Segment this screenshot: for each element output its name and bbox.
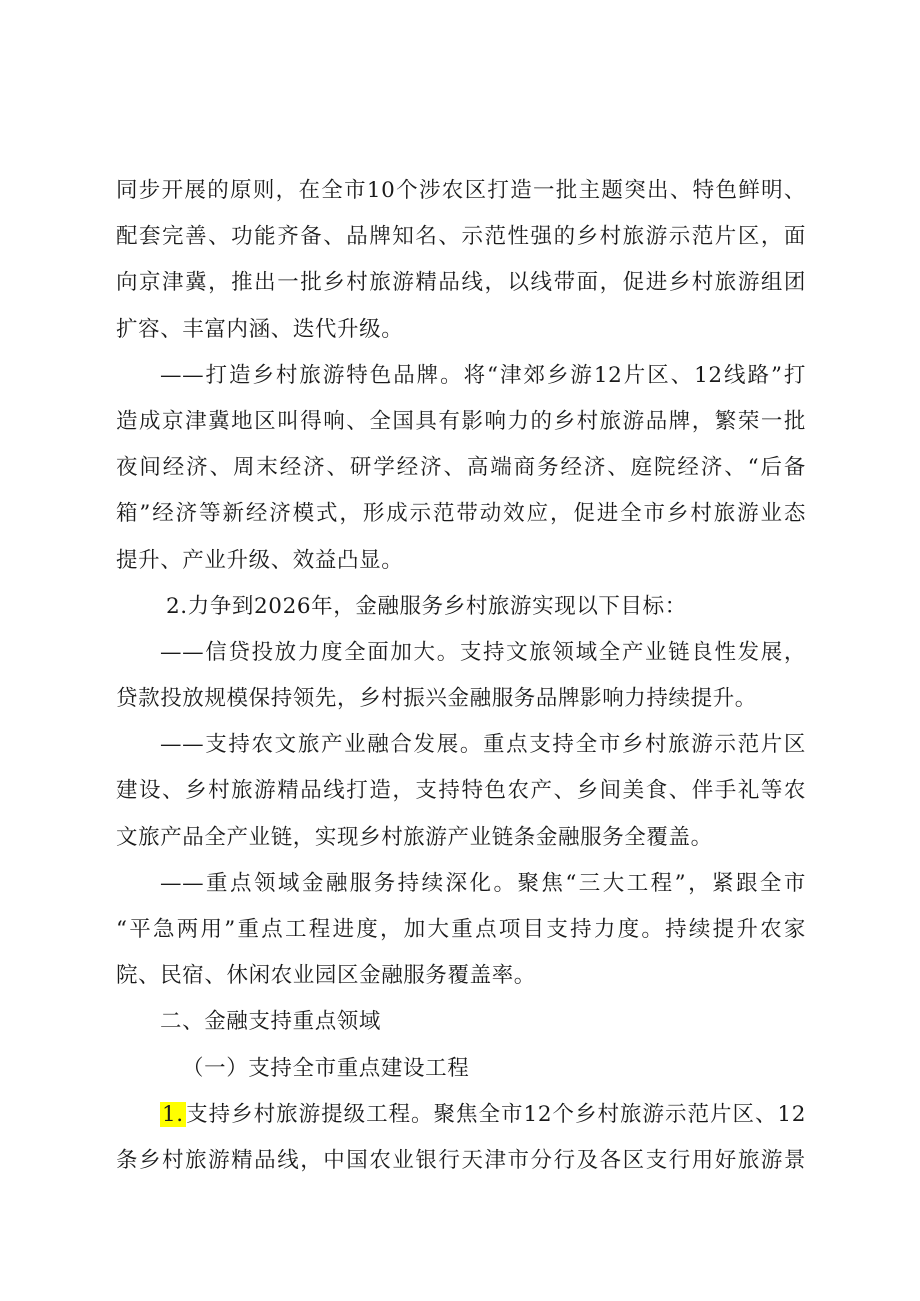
paragraph-agri-culture-tourism: ——支持农文旅产业融合发展。重点支持全市乡村旅游示范片区 [160,732,806,758]
text-line: 文旅产品全产业链，实现乡村旅游产业链条金融服务全覆盖。 [116,824,713,850]
text-line: 向京津冀，推出一批乡村旅游精品线，以线带面，促进乡村旅游组团 [116,270,806,296]
text-line: 提升、产业升级、效益凸显。 [116,547,404,573]
paragraph-key-areas: ——重点领域金融服务持续深化。聚焦“三大工程”，紧跟全市 [160,870,806,896]
text-line: 条乡村旅游精品线，中国农业银行天津市分行及各区支行用好旅游景 [116,1147,806,1173]
highlighted-item-number: 1. [162,1101,184,1127]
paragraph-credit: ——信贷投放力度全面加大。支持文旅领域全产业链良性发展， [160,639,806,665]
paragraph-tourism-brand: ——打造乡村旅游特色品牌。将“津郊乡游12片区、12线路”打 [160,362,806,388]
text-line: 夜间经济、周末经济、研学经济、高端商务经济、庭院经济、“后备 [116,455,806,481]
text-line: 贷款投放规模保持领先，乡村振兴金融服务品牌影响力持续提升。 [116,686,757,712]
item-1-text: 支持乡村旅游提级工程。聚焦全市12个乡村旅游示范片区、12 [185,1101,806,1127]
item-1-line [116,1092,806,1138]
text-line: 造成京津冀地区叫得响、全国具有影响力的乡村旅游品牌，繁荣一批 [116,408,806,434]
subsection-heading-1: （一）支持全市重点建设工程 [182,1055,470,1081]
text-line: 扩容、丰富内涵、迭代升级。 [116,316,404,342]
goal-2026-heading: 2.力争到2026年，金融服务乡村旅游实现以下目标： [166,593,687,619]
text-line: 配套完善、功能齐备、品牌知名、示范性强的乡村旅游示范片区，面 [116,224,806,250]
text-line: “平急两用”重点工程进度，加大重点项目支持力度。持续提升农家 [116,917,806,942]
document-body [116,168,806,1184]
text-line: 院、民宿、休闲农业园区金融服务覆盖率。 [116,963,536,989]
section-heading-2: 二、金融支持重点领域 [160,1009,382,1035]
text-line: 同步开展的原则，在全市10个涉农区打造一批主题突出、特色鲜明、 [116,178,806,203]
text-line: 箱”经济等新经济模式，形成示范带动效应，促进全市乡村旅游业态 [116,501,806,527]
text-line: 建设、乡村旅游精品线打造，支持特色农产、乡间美食、伴手礼等农 [116,778,806,804]
